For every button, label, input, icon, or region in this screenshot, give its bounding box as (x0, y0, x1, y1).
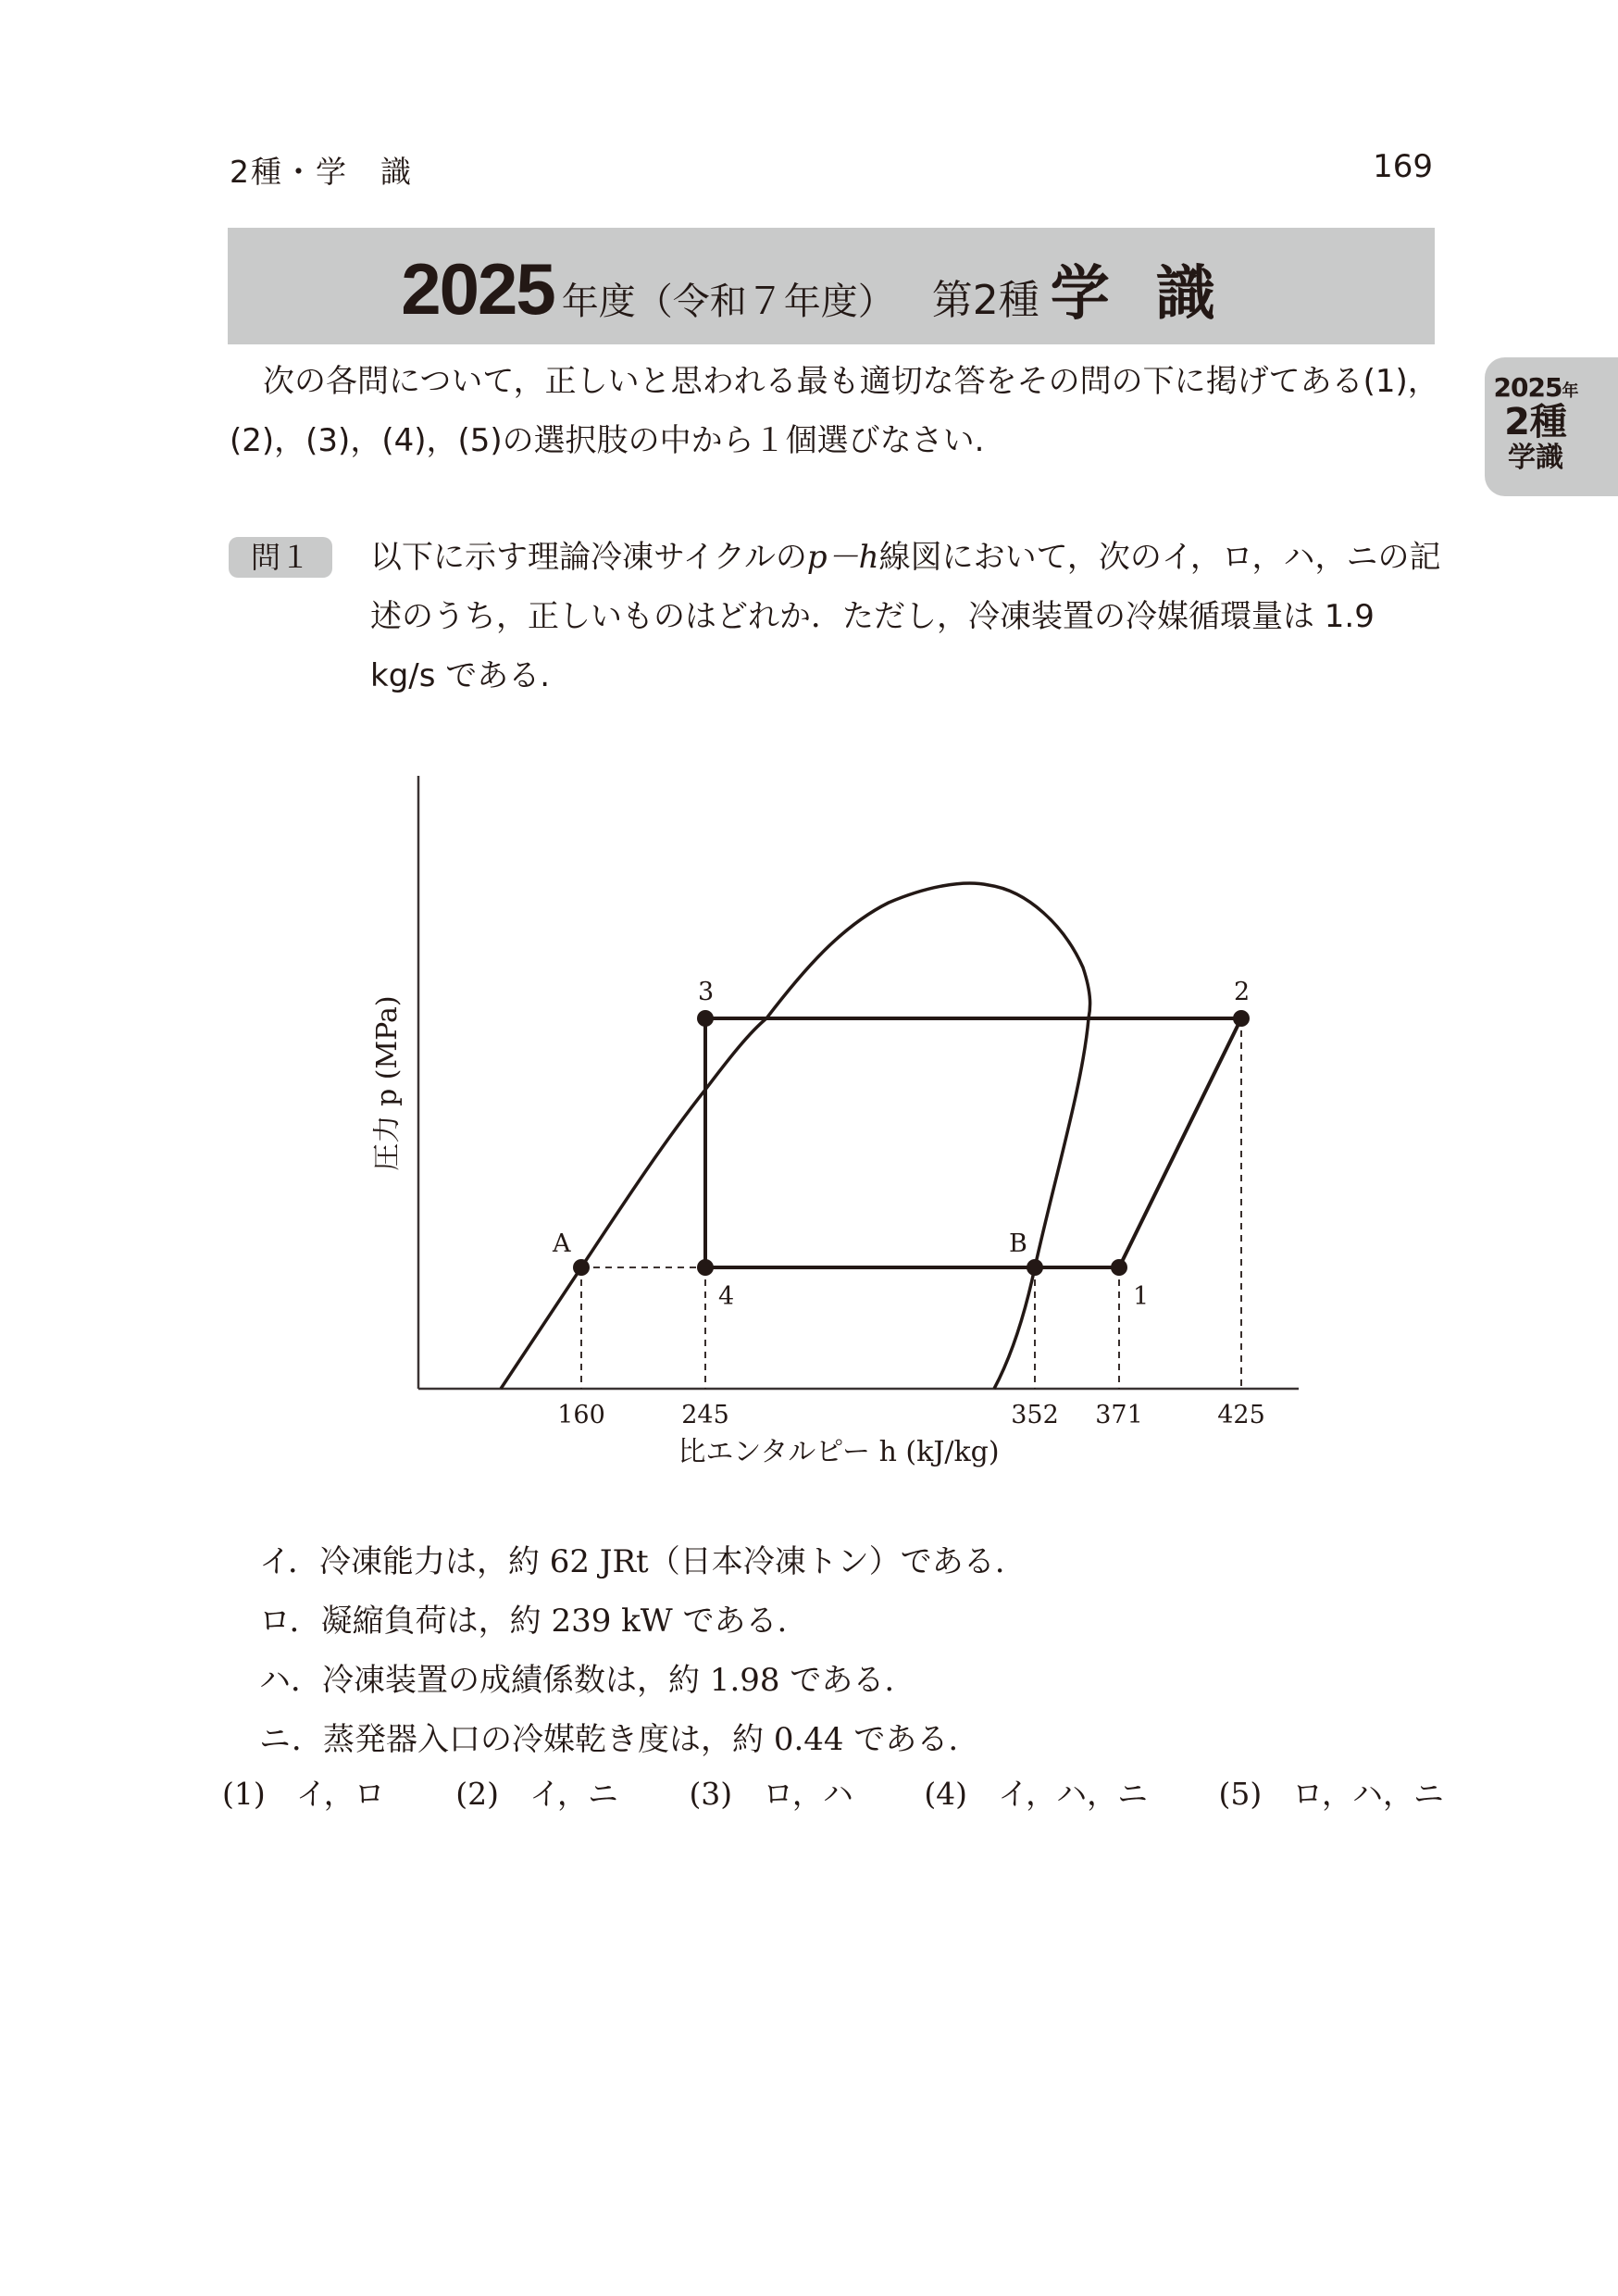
choice-2[interactable]: (2) イ，ニ (455, 1776, 618, 1812)
point-3 (697, 1010, 714, 1027)
dashed-guides (581, 1018, 1241, 1389)
label-A: A (553, 1229, 571, 1258)
x-tick: 245 (681, 1401, 729, 1429)
statements (259, 1532, 1005, 1769)
saturation-curve (501, 883, 1090, 1389)
choice-4[interactable]: (4) イ，ハ，ニ (924, 1776, 1149, 1812)
label-1: 1 (1133, 1282, 1150, 1311)
title-kind: 第2種 (931, 277, 1039, 324)
choice-5[interactable]: (5) ロ，ハ，ニ (1218, 1776, 1444, 1812)
answer-choices (222, 1770, 1444, 1814)
question-text: 以下に示す理論冷凍サイクルのp－h線図において，次のイ，ロ，ハ，ニの記述のうち，正しいものはどれか．ただし，冷凍装置の冷媒循環量は 1.9 kg/s である. (370, 539, 1441, 694)
title-subject: 学識 (1050, 260, 1262, 329)
label-2: 2 (1234, 978, 1251, 1006)
axes (418, 776, 1299, 1389)
statement-ro: ロ．凝縮負荷は，約 239 kW である. (259, 1603, 788, 1640)
title-year-suffix: 年度（令和７年度） (561, 281, 895, 323)
side-tab-kind: 2種 (1504, 401, 1567, 443)
choice-3[interactable]: (3) ロ，ハ (689, 1776, 853, 1812)
statement-i: イ．冷凍能力は，約 62 JRt（日本冷凍トン）である. (259, 1543, 1005, 1580)
point-A (573, 1259, 590, 1276)
side-tab-subject: 学識 (1508, 442, 1563, 474)
running-head: 2種・学 識 (230, 154, 413, 190)
point-2 (1233, 1010, 1250, 1027)
y-axis-label: 圧力 p (MPa) (371, 995, 404, 1171)
point-B (1027, 1259, 1043, 1276)
side-tab-year-unit: 年 (1562, 381, 1578, 401)
statement-ni: ニ．蒸発器入口の冷媒乾き度は，約 0.44 である. (259, 1721, 959, 1758)
x-axis-label: 比エンタルピー h (kJ/kg) (678, 1436, 1000, 1468)
side-tab-year: 2025 (1493, 372, 1562, 403)
refrigeration-cycle (705, 1018, 1241, 1267)
x-tick: 371 (1095, 1401, 1143, 1429)
title-year: 2025 (401, 248, 554, 330)
label-4: 4 (718, 1282, 735, 1311)
x-tick: 352 (1011, 1401, 1059, 1429)
label-3: 3 (698, 978, 715, 1006)
question-badge: 問１ (229, 537, 332, 578)
statement-ha: ハ．冷凍装置の成績係数は，約 1.98 である. (259, 1662, 895, 1699)
point-4 (697, 1259, 714, 1276)
ph-label: p－h (806, 539, 879, 576)
x-tick: 425 (1217, 1401, 1265, 1429)
point-1 (1111, 1259, 1127, 1276)
page-number: 169 (1373, 148, 1433, 185)
instructions: 次の各問について，正しいと思われる最も適切な答をその問の下に掲げてある(1)，(2)，(3)，(4)，(5)の選択肢の中から１個選びなさい. (230, 363, 1439, 459)
label-B: B (1009, 1229, 1027, 1258)
choice-1[interactable]: (1) イ，ロ (222, 1776, 385, 1812)
x-tick: 160 (557, 1401, 605, 1429)
